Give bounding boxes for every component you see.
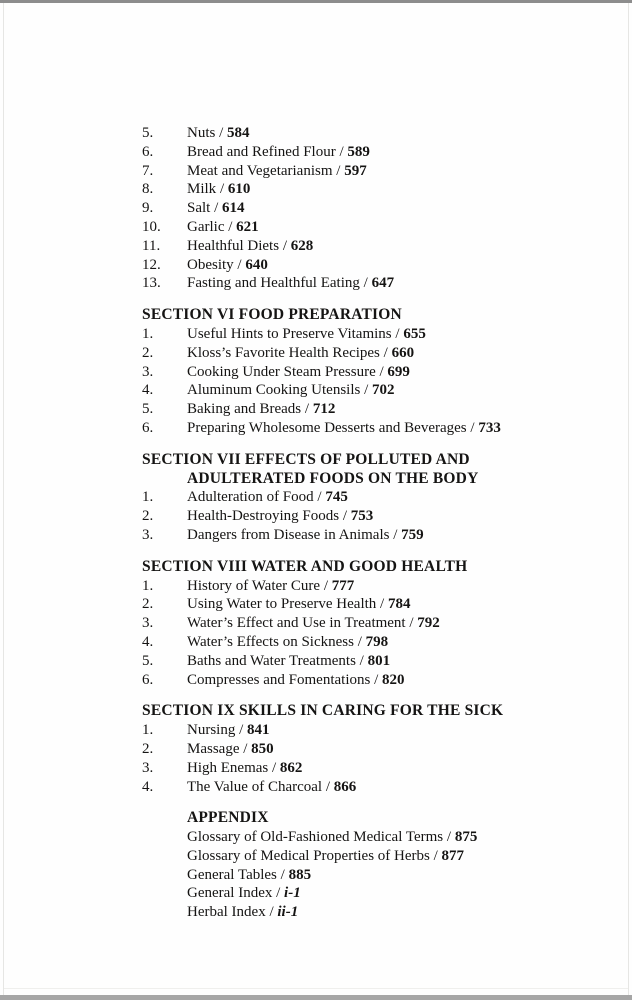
toc-entry-number: 7.	[142, 162, 154, 179]
toc-entry	[142, 671, 572, 690]
toc-entry-number: 2.	[142, 740, 154, 757]
toc-entry-title: Dangers from Disease in Animals	[187, 526, 390, 543]
toc-entry-page-number: 841	[247, 722, 270, 739]
section-heading-line: SECTION VI FOOD PREPARATION	[142, 306, 402, 324]
appendix-section	[142, 809, 572, 922]
toc-section	[142, 306, 572, 438]
toc-entry-title: Health-Destroying Foods	[187, 508, 340, 525]
section-heading	[187, 809, 572, 828]
toc-entry-title: Baths and Water Treatments	[187, 652, 356, 669]
toc-entry-separator: /	[322, 778, 334, 795]
toc-entry-text	[187, 344, 414, 363]
toc-entry-separator: /	[265, 904, 278, 921]
toc-entry	[142, 577, 572, 596]
toc-entry-title: Preparing Wholesome Desserts and Beverages	[187, 419, 467, 436]
toc-entry-number: 10.	[142, 218, 161, 235]
toc-entry-title: Glossary of Medical Properties of Herbs	[187, 847, 430, 864]
toc-entry-text	[187, 180, 250, 199]
scan-edge-right	[628, 3, 629, 995]
toc-entry	[142, 218, 572, 237]
section-heading-line: APPENDIX	[187, 809, 269, 827]
toc-entry-separator: /	[320, 577, 332, 594]
toc-entry-title: Compresses and Fomentations	[187, 671, 371, 688]
toc-entry	[142, 325, 572, 344]
toc-entry-page-number: 784	[387, 596, 411, 613]
toc-entry	[142, 419, 572, 438]
toc-entry-title: Water’s Effects on Sickness	[187, 633, 354, 650]
toc-entry	[187, 847, 572, 866]
toc-entry-text	[187, 419, 501, 438]
toc-entry-number: 2.	[142, 596, 154, 613]
toc-entry-title: Adulteration of Food	[187, 489, 314, 506]
toc-entry-number: 5.	[142, 401, 154, 418]
scan-rule-bottom	[4, 988, 628, 989]
toc-entry-page-number: 753	[350, 508, 374, 525]
toc-entry-text	[187, 778, 356, 797]
toc-entry-text	[187, 507, 373, 526]
toc-entry-separator: /	[359, 275, 372, 292]
toc-entry-title: The Value of Charcoal	[187, 778, 323, 795]
toc-entry-page-number: 850	[251, 740, 274, 757]
toc-entry-number: 6.	[142, 419, 154, 436]
toc-entry-text	[187, 577, 354, 596]
section-heading	[142, 306, 572, 325]
toc-entry-separator: /	[268, 759, 280, 776]
toc-entry	[142, 124, 572, 143]
toc-entry	[142, 274, 572, 293]
toc-entry-page-number: ii-1	[277, 904, 299, 921]
toc-entry-page-number: 660	[391, 344, 415, 361]
toc-entry-text	[187, 759, 302, 778]
toc-section	[142, 451, 572, 545]
section-heading	[142, 702, 572, 721]
toc-entry-separator: /	[339, 508, 351, 525]
toc-entry-title: General Tables	[187, 866, 277, 883]
toc-entry-title: History of Water Cure	[187, 577, 321, 594]
toc-entry	[187, 903, 572, 922]
toc-entry-text	[187, 866, 311, 885]
toc-entry-number: 5.	[142, 125, 154, 141]
toc-entry-page-number: i-1	[284, 885, 301, 902]
toc-entry-page-number: 589	[347, 143, 370, 160]
toc-entry-title: Meat and Vegetarianism	[187, 162, 333, 179]
toc-entry-text	[187, 903, 298, 922]
toc-entry-title: Nuts	[187, 125, 216, 141]
toc-entry-text	[187, 884, 301, 903]
toc-entry-text	[187, 740, 274, 759]
toc-entry-number: 1.	[142, 489, 154, 506]
scan-edge-bottom	[0, 995, 632, 1000]
toc-entry-text	[187, 488, 348, 507]
toc-entry-number: 3.	[142, 526, 154, 543]
toc-entry	[142, 381, 572, 400]
toc-entry-title: High Enemas	[187, 759, 269, 776]
toc-entry-text	[187, 526, 424, 545]
toc-entry-number: 9.	[142, 200, 154, 217]
toc-entry-page-number: 875	[454, 829, 478, 846]
toc-entry-page-number: 628	[290, 237, 314, 254]
toc-entry-text	[187, 614, 440, 633]
toc-entry-title: Garlic	[187, 218, 225, 235]
toc-entry-separator: /	[429, 847, 442, 864]
toc-section	[142, 702, 572, 796]
toc-entry-separator: /	[370, 671, 382, 688]
toc-entry-title: Kloss’s Favorite Health Recipes	[187, 344, 380, 361]
toc-entry-title: Herbal Index	[187, 904, 266, 921]
toc-entry-title: Healthful Diets	[187, 237, 280, 254]
toc-entry	[142, 759, 572, 778]
toc-entry-number: 11.	[142, 237, 161, 254]
toc-entry-title: Useful Hints to Preserve Vitamins	[187, 325, 392, 342]
toc-entry-number: 8.	[142, 181, 154, 198]
toc-entry-number: 1.	[142, 722, 154, 739]
toc-entry-title: Obesity	[187, 256, 234, 273]
toc-entry-separator: /	[276, 866, 289, 883]
section-heading-line: SECTION VII EFFECTS OF POLLUTED AND	[142, 450, 470, 468]
toc-entry-page-number: 614	[222, 200, 245, 217]
toc-entry-page-number: 733	[478, 419, 501, 436]
toc-entry	[142, 199, 572, 218]
toc-entry-number: 4.	[142, 382, 154, 399]
toc-entry-text	[187, 381, 395, 400]
toc-entry-separator: /	[216, 181, 228, 198]
toc-entry-number: 4.	[142, 778, 154, 795]
scan-edge-top	[0, 0, 632, 3]
toc-entry	[142, 721, 572, 740]
toc-entry	[142, 633, 572, 652]
toc-entry-text	[187, 595, 410, 614]
toc-entry	[142, 344, 572, 363]
toc-entry-title: Milk	[187, 181, 217, 198]
toc-entry-number: 1.	[142, 325, 154, 342]
toc-entry-text	[187, 847, 464, 866]
toc-entry	[187, 884, 572, 903]
toc-entry-title: Bread and Refined Flour	[187, 143, 336, 160]
toc-entry-separator: /	[335, 143, 348, 160]
toc-section	[142, 124, 572, 293]
toc-entry-separator: /	[375, 363, 388, 380]
toc-entry	[142, 256, 572, 275]
toc-entry-page-number: 866	[333, 778, 357, 795]
toc-entry-number: 2.	[142, 508, 154, 525]
toc-entry-separator: /	[332, 162, 345, 179]
toc-entry-number: 6.	[142, 143, 154, 160]
toc-entry-page-number: 712	[312, 401, 336, 418]
toc-entry	[142, 143, 572, 162]
toc-entry-page-number: 759	[401, 526, 424, 543]
toc-entry-page-number: 820	[382, 671, 405, 688]
toc-entry-text	[187, 218, 259, 237]
toc-entry-title: Glossary of Old-Fashioned Medical Terms	[187, 829, 444, 846]
toc-entry-title: General Index	[187, 885, 273, 902]
toc-entry-separator: /	[279, 237, 291, 254]
toc-entry-page-number: 597	[344, 162, 367, 179]
section-heading	[142, 451, 572, 489]
toc-entry-separator: /	[239, 740, 252, 757]
toc-entry-separator: /	[379, 344, 392, 361]
toc-entry-text	[187, 124, 250, 143]
toc-entry-text	[187, 256, 268, 275]
toc-entry-separator: /	[353, 633, 366, 650]
toc-entry-separator: /	[233, 256, 246, 273]
toc-entry-title: Salt	[187, 200, 211, 217]
toc-entry-page-number: 877	[441, 847, 465, 864]
toc-entry-number: 4.	[142, 633, 154, 650]
toc-entry-page-number: 699	[387, 363, 410, 380]
toc-entry-text	[187, 274, 394, 293]
toc-entry-page-number: 777	[331, 577, 355, 594]
toc-entry-separator: /	[376, 596, 388, 613]
toc-entry-text	[187, 199, 245, 218]
toc-entry	[142, 652, 572, 671]
toc-entry-title: Cooking Under Steam Pressure	[187, 363, 376, 380]
toc-entry-title: Water’s Effect and Use in Treatment	[187, 615, 406, 632]
toc-entry-separator: /	[235, 722, 248, 739]
toc-entry-text	[187, 828, 477, 847]
toc-entry-text	[187, 671, 405, 690]
toc-entry-number: 3.	[142, 759, 154, 776]
toc-entry-page-number: 801	[367, 652, 391, 669]
toc-entry-page-number: 610	[227, 181, 251, 198]
toc-entry-page-number: 745	[325, 489, 348, 506]
toc-entry	[142, 778, 572, 797]
toc-entry-page-number: 640	[245, 256, 268, 273]
scan-edge-left	[3, 3, 4, 995]
toc-entry	[142, 740, 572, 759]
toc-entry-separator: /	[391, 325, 404, 342]
toc-entry-separator: /	[355, 652, 368, 669]
toc-section	[142, 558, 572, 690]
toc-entry-page-number: 792	[417, 615, 440, 632]
toc-entry-page-number: 647	[371, 275, 395, 292]
toc-entry-number: 1.	[142, 577, 154, 594]
toc-entry	[142, 400, 572, 419]
toc-entry	[142, 180, 572, 199]
toc-entry-separator: /	[360, 382, 373, 399]
toc-entry	[187, 828, 572, 847]
toc-entry-separator: /	[272, 885, 285, 902]
toc-entry	[142, 614, 572, 633]
section-heading-line: ADULTERATED FOODS ON THE BODY	[187, 469, 479, 487]
toc-entry-separator: /	[313, 489, 326, 506]
toc-entry-number: 3.	[142, 363, 154, 380]
table-of-contents	[142, 124, 572, 922]
toc-entry-text	[187, 162, 367, 181]
toc-entry	[142, 507, 572, 526]
toc-entry	[142, 488, 572, 507]
toc-entry-title: Nursing	[187, 722, 236, 739]
toc-entry-number: 13.	[142, 275, 161, 292]
toc-entry-text	[187, 652, 390, 671]
toc-entry-separator: /	[466, 419, 479, 436]
toc-entry-title: Baking and Breads	[187, 401, 302, 418]
toc-entry-number: 2.	[142, 344, 154, 361]
toc-entry	[142, 237, 572, 256]
toc-entry	[187, 866, 572, 885]
toc-entry-page-number: 798	[365, 633, 389, 650]
toc-entry-title: Aluminum Cooking Utensils	[187, 382, 361, 399]
toc-entry-separator: /	[210, 200, 223, 217]
section-heading-line: SECTION VIII WATER AND GOOD HEALTH	[142, 557, 468, 575]
toc-entry-separator: /	[389, 526, 402, 543]
toc-entry-number: 5.	[142, 652, 154, 669]
section-heading	[142, 558, 572, 577]
toc-entry-text	[187, 400, 335, 419]
toc-entry-number: 12.	[142, 256, 161, 273]
toc-entry-text	[187, 721, 270, 740]
toc-entry-page-number: 862	[279, 759, 303, 776]
toc-entry-page-number: 702	[372, 382, 395, 399]
toc-entry-separator: /	[443, 829, 455, 846]
toc-entry-page-number: 584	[227, 125, 250, 141]
toc-entry-text	[187, 237, 313, 256]
toc-entry-number: 6.	[142, 671, 154, 688]
toc-entry-text	[187, 325, 426, 344]
toc-entry-title: Massage	[187, 740, 240, 757]
toc-entry-separator: /	[405, 615, 418, 632]
toc-entry-text	[187, 143, 370, 162]
toc-entry-separator: /	[224, 218, 237, 235]
toc-entry	[142, 162, 572, 181]
toc-entry-text	[187, 633, 388, 652]
toc-entry	[142, 595, 572, 614]
toc-entry	[142, 526, 572, 545]
toc-entry-page-number: 885	[288, 866, 312, 883]
toc-entry-title: Fasting and Healthful Eating	[187, 275, 360, 292]
toc-entry-number: 3.	[142, 615, 154, 632]
toc-entry-separator: /	[215, 125, 228, 141]
toc-entry	[142, 363, 572, 382]
toc-entry-separator: /	[301, 401, 313, 418]
toc-entry-page-number: 621	[236, 218, 259, 235]
toc-entry-title: Using Water to Preserve Health	[187, 596, 377, 613]
toc-entry-text	[187, 363, 410, 382]
toc-entry-page-number: 655	[403, 325, 426, 342]
section-heading-line: SECTION IX SKILLS IN CARING FOR THE SICK	[142, 702, 504, 720]
